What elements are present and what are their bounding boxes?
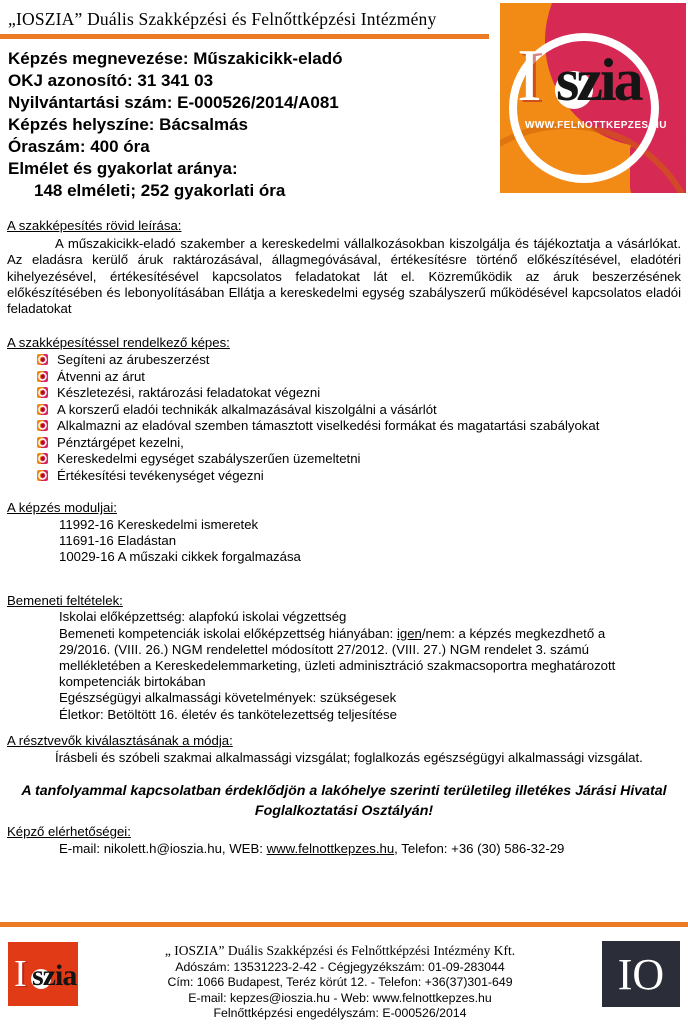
contact-email: E-mail: nikolett.h@ioszia.hu, WEB: xyxy=(59,841,267,857)
section-heading-entry-requirements: Bemeneti feltételek: xyxy=(7,593,123,609)
list-item xyxy=(37,385,681,402)
io-logo-text: IO xyxy=(617,949,665,999)
competency-yes-option: igen xyxy=(396,625,422,641)
module-item: 10029-16 A műszaki cikkek forgalmazása xyxy=(59,549,301,565)
footer-logo-letter-i: I xyxy=(14,953,27,995)
list-item xyxy=(37,418,681,435)
footer xyxy=(0,938,688,1022)
entry-competency-paragraph xyxy=(59,626,655,691)
section-heading-description: A szakképesítés rövid leírása: xyxy=(7,218,182,233)
location-line: Képzés helyszíne: Bácsalmás xyxy=(8,115,249,134)
logo-website-text: WWW.FELNOTTKEPZES.HU xyxy=(525,120,667,131)
list-item xyxy=(37,468,681,485)
list-item-label: Átvenni az árut xyxy=(57,368,145,384)
ioszia-bullet-icon xyxy=(37,470,48,481)
ioszia-bullet-icon xyxy=(37,371,48,382)
footer-divider xyxy=(0,922,688,927)
selection-paragraph: Írásbeli és szóbeli szakmai alkalmassági vizsgálat; foglalkozás egészségügyi alkalmassági vizsgálat. xyxy=(55,750,643,766)
competency-prefix: Bemeneti kompetenciák iskolai előképzettség hiányában: xyxy=(59,625,397,641)
logo-letter-i: I xyxy=(517,35,542,117)
course-info-block xyxy=(8,48,488,202)
ioszia-bullet-icon xyxy=(37,404,48,415)
footer-license-line: Felnőttképzési engedélyszám: E-000526/2014 xyxy=(213,1006,467,1020)
section-heading-selection: A résztvevők kiválasztásának a módja: xyxy=(7,732,233,748)
list-item xyxy=(37,451,681,468)
theory-practice-hours-line: 148 elméleti; 252 gyakorlati óra xyxy=(34,181,286,200)
section-heading-modules: A képzés moduljai: xyxy=(7,500,117,516)
footer-email-web-line: E-mail: kepzes@ioszia.hu - Web: www.felnottkepzes.hu xyxy=(188,990,492,1005)
ioszia-bullet-icon xyxy=(37,453,48,464)
module-item: 11691-16 Eladástan xyxy=(59,532,177,548)
section-heading-capabilities: A szakképesítéssel rendelkező képes: xyxy=(7,335,230,351)
age-requirement-line: Életkor: Betöltött 16. életév és tankötelezettség teljesítése xyxy=(59,706,397,722)
competency-rest: /nem: a képzés megkezdhető a 29/2016. (VIII. 26.) NGM rendelettel módosított 27/2012. (VIII. 27.) NGM rendelet 3. számú mellékletében a Kereskedelemmarketing, üzleti adminisztráció szakmacsoportra meghatározott kompetenciák birtokában xyxy=(59,625,616,690)
list-item-label: Értékesítési tevékenységet végezni xyxy=(57,467,264,483)
ioszia-logo xyxy=(500,3,686,193)
io-logo xyxy=(602,941,680,1007)
institution-title: „IOSZIA” Duális Szakképzési és Felnőttképzési Intézmény xyxy=(8,9,437,29)
okj-id-line: OKJ azonosító: 31 341 03 xyxy=(8,71,214,90)
list-item-label: Alkalmazni az eladóval szemben támasztott viselkedési formákat és magatartási szabályokat xyxy=(57,418,600,434)
registration-number-line: Nyilvántartási szám: E-000526/2014/A081 xyxy=(8,93,339,112)
footer-company-name: „ IOSZIA” Duális Szakképzési és Felnőttképzési Intézmény Kft. xyxy=(164,943,516,958)
list-item xyxy=(37,435,681,452)
ioszia-bullet-icon xyxy=(37,437,48,448)
list-item xyxy=(37,369,681,386)
footer-address-line: Cím: 1066 Budapest, Teréz körút 12. - Telefon: +36(37)301-649 xyxy=(167,975,513,989)
list-item-label: Segíteni az árubeszerzést xyxy=(57,352,210,368)
contact-phone: , Telefon: +36 (30) 586-32-29 xyxy=(394,841,565,857)
office-notice: A tanfolyammal kapcsolatban érdeklődjön a lakóhelye szerinti területileg illetékes Járási Hivatal Foglalkoztatási Osztályán! xyxy=(21,783,667,820)
modules-list xyxy=(59,517,681,566)
footer-ioszia-logo xyxy=(8,942,78,1006)
course-name-line: Képzés megnevezése: Műszakicikk-eladó xyxy=(8,49,343,68)
list-item xyxy=(37,352,681,369)
capabilities-list xyxy=(7,352,681,484)
list-item-label: Pénztárgépet kezelni, xyxy=(57,434,184,450)
entry-requirements-block xyxy=(59,609,655,722)
ioszia-bullet-icon xyxy=(37,354,48,365)
entry-schooling-line: Iskolai előképzettség: alapfokú iskolai végzettség xyxy=(59,609,347,625)
footer-tax-line: Adószám: 13531223-2-42 - Cégjegyzékszám: 01-09-283044 xyxy=(175,959,505,974)
theory-practice-ratio-line: Elmélet és gyakorlat aránya: xyxy=(8,159,238,178)
list-item-label: Készletezési, raktározási feladatokat végezni xyxy=(57,385,321,401)
module-item: 11992-16 Kereskedelmi ismeretek xyxy=(59,516,259,532)
logo-letters-szia: szia xyxy=(556,47,641,113)
ioszia-bullet-icon xyxy=(37,420,48,431)
description-paragraph: A műszakicikk-eladó szakember a kereskedelmi vállalkozásokban kiszolgálja és tájékoztatja a vásárlókat. Az eladásra kerülő áruk raktározásával, állagmegóvásával, értékesítésre történő előkészítésével, eladótéri kihelyezésével, értékesítésével kapcsolatos feladatokat lát el. Közreműködik az áruk beszerzésének előkészítésében és lebonyolításában Ellátja a kereskedelmi egység szabályszerű működésével kapcsolatos eladói feladatokat xyxy=(7,236,681,317)
list-item-label: A korszerű eladói technikák alkalmazásával kiszolgálni a vásárlót xyxy=(57,401,437,417)
main-content xyxy=(7,218,681,858)
footer-logo-letters-szia: szia xyxy=(32,959,77,992)
list-item xyxy=(37,402,681,419)
list-item-label: Kereskedelmi egységet szabályszerűen üzemeltetni xyxy=(57,451,361,467)
footer-company-info xyxy=(78,943,602,1022)
ioszia-bullet-icon xyxy=(37,387,48,398)
website-link[interactable]: www.felnottkepzes.hu xyxy=(266,841,395,857)
hours-line: Óraszám: 400 óra xyxy=(8,137,150,156)
contact-line xyxy=(59,841,681,857)
header-divider xyxy=(0,34,489,39)
health-requirements-line: Egészségügyi alkalmassági követelmények: szükségesek xyxy=(59,690,397,706)
section-heading-contact: Képző elérhetőségei: xyxy=(7,824,131,840)
